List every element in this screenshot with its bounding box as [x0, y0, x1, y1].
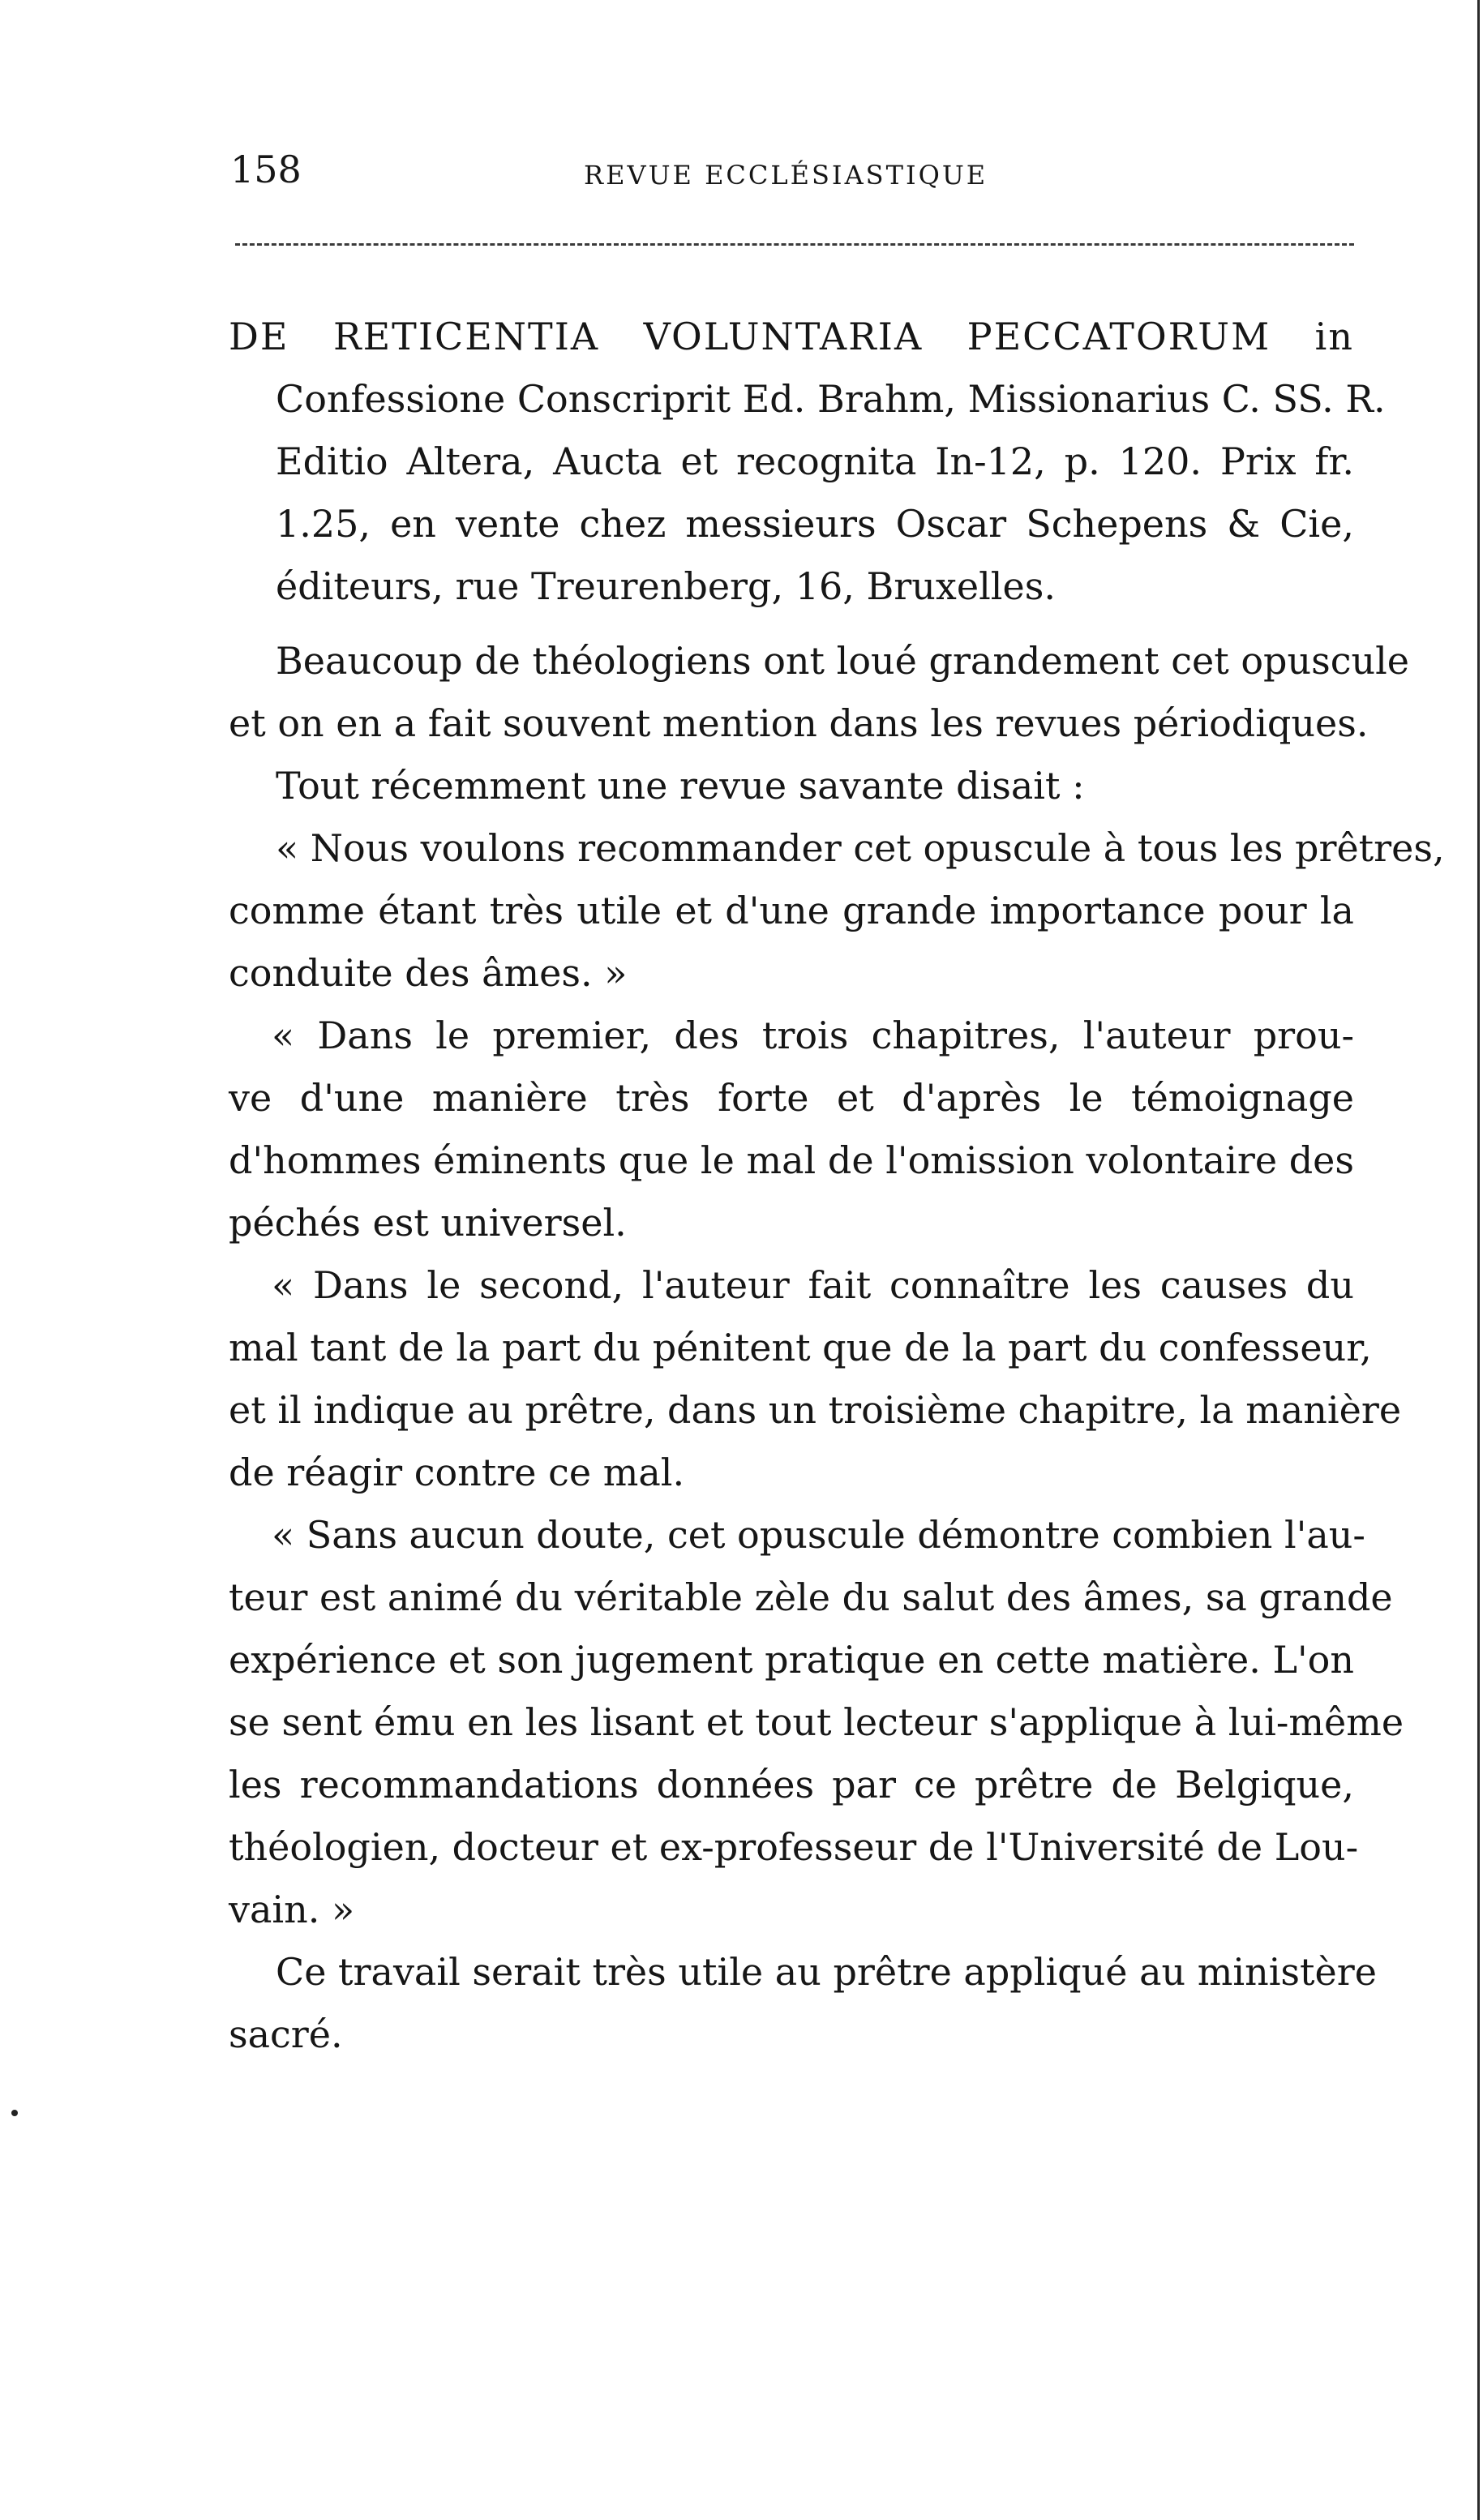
text-line: Ce travail serait très utile au prêtre appliqué au ministère [276, 1950, 1377, 1994]
text-line: péchés est universel. [229, 1201, 627, 1245]
text-line: et on en a fait souvent mention dans les revues périodiques. [229, 701, 1369, 745]
text-line: sacré. [229, 2012, 343, 2056]
text-line: Beaucoup de théologiens ont loué grandement cet opuscule [276, 639, 1410, 683]
text-line: conduite des âmes. » [229, 951, 628, 995]
text-line: et il indique au prêtre, dans un troisième chapitre, la manière [229, 1388, 1402, 1432]
header-rule [235, 243, 1354, 246]
text-line: éditeurs, rue Treurenberg, 16, Bruxelles. [276, 564, 1056, 608]
scan-edge-line [1477, 0, 1480, 2520]
text-line: « Sans aucun doute, cet opuscule démontre combien l'au- [272, 1513, 1365, 1557]
page-number: 158 [230, 148, 302, 191]
text-line: expérience et son jugement pratique en cette matière. L'on [229, 1638, 1354, 1682]
text-line: « Dans le second, l'auteur fait connaître les causes du [272, 1263, 1354, 1307]
text-line: 1.25, en vente chez messieurs Oscar Schepens & Cie, [276, 502, 1354, 546]
text-line: ve d'une manière très forte et d'après le témoignage [229, 1076, 1354, 1120]
text-line: « Dans le premier, des trois chapitres, l'auteur prou- [272, 1014, 1354, 1057]
text-line: teur est animé du véritable zèle du salut des âmes, sa grande [229, 1575, 1393, 1619]
book-title-line: DE RETICENTIA VOLUNTARIA PECCATORUM in [229, 315, 1354, 358]
text-line: les recommandations données par ce prêtre de Belgique, [229, 1763, 1354, 1806]
running-head: REVUE ECCLÉSIASTIQUE [584, 160, 988, 191]
text-line: de réagir contre ce mal. [229, 1451, 685, 1494]
scan-speck [11, 2110, 18, 2116]
text-line: se sent ému en les lisant et tout lecteur s'applique à lui-même [229, 1700, 1404, 1744]
text-line: Tout récemment une revue savante disait : [276, 764, 1085, 808]
text-line: mal tant de la part du pénitent que de la part du confesseur, [229, 1326, 1372, 1369]
text-line: comme étant très utile et d'une grande importance pour la [229, 889, 1354, 932]
text-line: vain. » [229, 1888, 355, 1931]
text-line: « Nous voulons recommander cet opuscule à tous les prêtres, [276, 826, 1445, 870]
text-line: d'hommes éminents que le mal de l'omission volontaire des [229, 1138, 1354, 1182]
text-line: Editio Altera, Aucta et recognita In-12, p. 120. Prix fr. [276, 439, 1354, 483]
text-line: Confessione Conscriprit Ed. Brahm, Missionarius C. SS. R. [276, 377, 1386, 421]
text-line: théologien, docteur et ex-professeur de l'Université de Lou- [229, 1825, 1359, 1869]
